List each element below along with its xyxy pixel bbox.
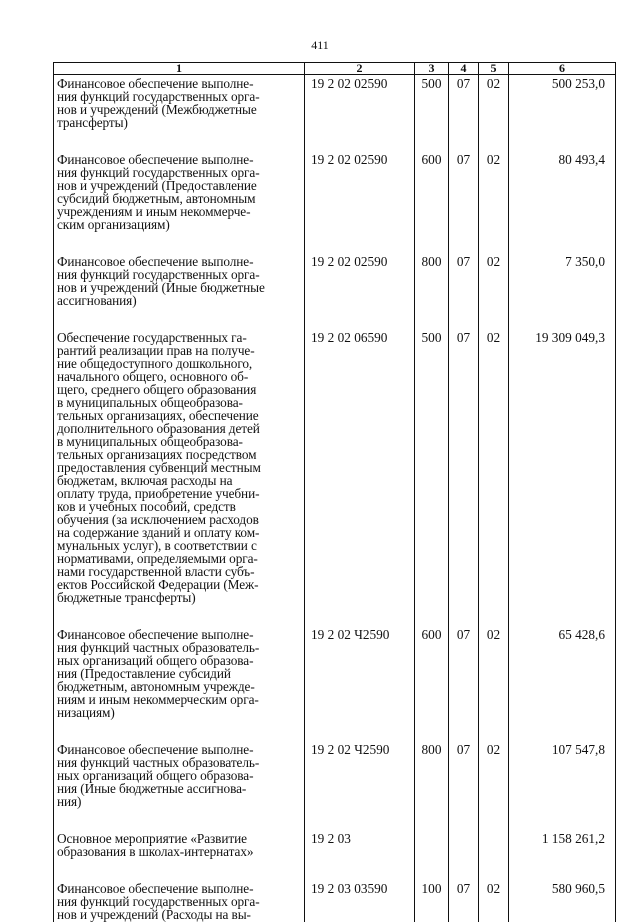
- row-col4-cell: 07: [449, 741, 479, 830]
- row-name-cell: Финансовое обеспечение выполне- ния функций частных образователь- ных организаций общего образова- ния (Иные бюджетные ассигнова- ния): [54, 741, 305, 830]
- row-col5-cell: 02: [479, 329, 509, 626]
- table-row: [54, 253, 616, 329]
- table-row: [54, 151, 616, 253]
- row-name-cell: Финансовое обеспечение выполне- ния функций государственных орга- нов и учреждений (Предоставление субсидий бюджетным, автономным учреждениям и иным некоммерче- ским организациям): [54, 151, 305, 253]
- column-header: 5: [479, 63, 509, 75]
- row-col4-cell: 07: [449, 253, 479, 329]
- column-header: 4: [449, 63, 479, 75]
- row-col5-cell: [479, 830, 509, 880]
- table-row: [54, 741, 616, 830]
- table-row: [54, 329, 616, 626]
- row-amount-cell: 580 960,5: [509, 880, 616, 922]
- row-col5-cell: 02: [479, 626, 509, 741]
- column-header: 2: [305, 63, 415, 75]
- table-row: [54, 880, 616, 922]
- table-row: [54, 75, 616, 152]
- column-header: 6: [509, 63, 616, 75]
- row-code-cell: 19 2 02 Ч2590: [305, 741, 415, 830]
- row-col3-cell: 800: [415, 741, 449, 830]
- row-code-cell: 19 2 02 Ч2590: [305, 626, 415, 741]
- row-col4-cell: 07: [449, 151, 479, 253]
- column-header: 1: [54, 63, 305, 75]
- row-col4-cell: [449, 830, 479, 880]
- row-amount-cell: 80 493,4: [509, 151, 616, 253]
- row-col3-cell: 600: [415, 626, 449, 741]
- row-code-cell: 19 2 03 03590: [305, 880, 415, 922]
- row-amount-cell: 65 428,6: [509, 626, 616, 741]
- row-code-cell: 19 2 02 02590: [305, 151, 415, 253]
- row-col3-cell: 600: [415, 151, 449, 253]
- row-name-cell: Финансовое обеспечение выполне- ния функций государственных орга- нов и учреждений (Межбюджетные трансферты): [54, 75, 305, 152]
- row-name-cell: Основное мероприятие «Развитие образования в школах-интернатах»: [54, 830, 305, 880]
- row-col5-cell: 02: [479, 741, 509, 830]
- row-col3-cell: [415, 830, 449, 880]
- row-code-cell: 19 2 02 02590: [305, 75, 415, 152]
- row-amount-cell: 1 158 261,2: [509, 830, 616, 880]
- row-amount-cell: 500 253,0: [509, 75, 616, 152]
- row-name-cell: Обеспечение государственных га- рантий реализации прав на получе- ние общедоступного дошкольного, начального общего, основного об- щего, среднего общего образования в муниципальных общеобразова- тельных организациях, обеспечение дополнительного образования детей в муниципальных общеобразова- тельных организациях посредством предоставления субвенций местным бюджетам, включая расходы на оплату труда, приобретение учебни- ков и учебных пособий, средств обучения (за исключением расходов на содержание зданий и оплату ком- мунальных услуг), в соответствии с нормативами, определяемыми орга- нами государственной власти субъ- ектов Российской Федерации (Меж- бюджетные трансферты): [54, 329, 305, 626]
- row-col3-cell: 500: [415, 75, 449, 152]
- table-row: [54, 626, 616, 741]
- page-number: 411: [311, 38, 329, 52]
- row-code-cell: 19 2 02 02590: [305, 253, 415, 329]
- row-name-cell: Финансовое обеспечение выполне- ния функций государственных орга- нов и учреждений (Иные бюджетные ассигнования): [54, 253, 305, 329]
- row-amount-cell: 107 547,8: [509, 741, 616, 830]
- row-amount-cell: 19 309 049,3: [509, 329, 616, 626]
- row-col4-cell: 07: [449, 880, 479, 922]
- row-code-cell: 19 2 02 06590: [305, 329, 415, 626]
- row-col3-cell: 100: [415, 880, 449, 922]
- row-col3-cell: 800: [415, 253, 449, 329]
- row-col5-cell: 02: [479, 75, 509, 152]
- row-col5-cell: 02: [479, 880, 509, 922]
- row-name-cell: Финансовое обеспечение выполне- ния функций государственных орга- нов и учреждений (Расходы на вы-: [54, 880, 305, 922]
- row-col5-cell: 02: [479, 151, 509, 253]
- row-code-cell: 19 2 03: [305, 830, 415, 880]
- row-col4-cell: 07: [449, 75, 479, 152]
- row-col3-cell: 500: [415, 329, 449, 626]
- row-amount-cell: 7 350,0: [509, 253, 616, 329]
- row-col5-cell: 02: [479, 253, 509, 329]
- row-col4-cell: 07: [449, 626, 479, 741]
- row-name-cell: Финансовое обеспечение выполне- ния функций частных образователь- ных организаций общего образова- ния (Предоставление субсидий бюджетным, автономным учрежде- ниям и иным некоммерческим орга- низациям): [54, 626, 305, 741]
- table-row: [54, 830, 616, 880]
- column-header: 3: [415, 63, 449, 75]
- table-header-row: [54, 63, 616, 75]
- budget-table: [53, 62, 616, 922]
- row-col4-cell: 07: [449, 329, 479, 626]
